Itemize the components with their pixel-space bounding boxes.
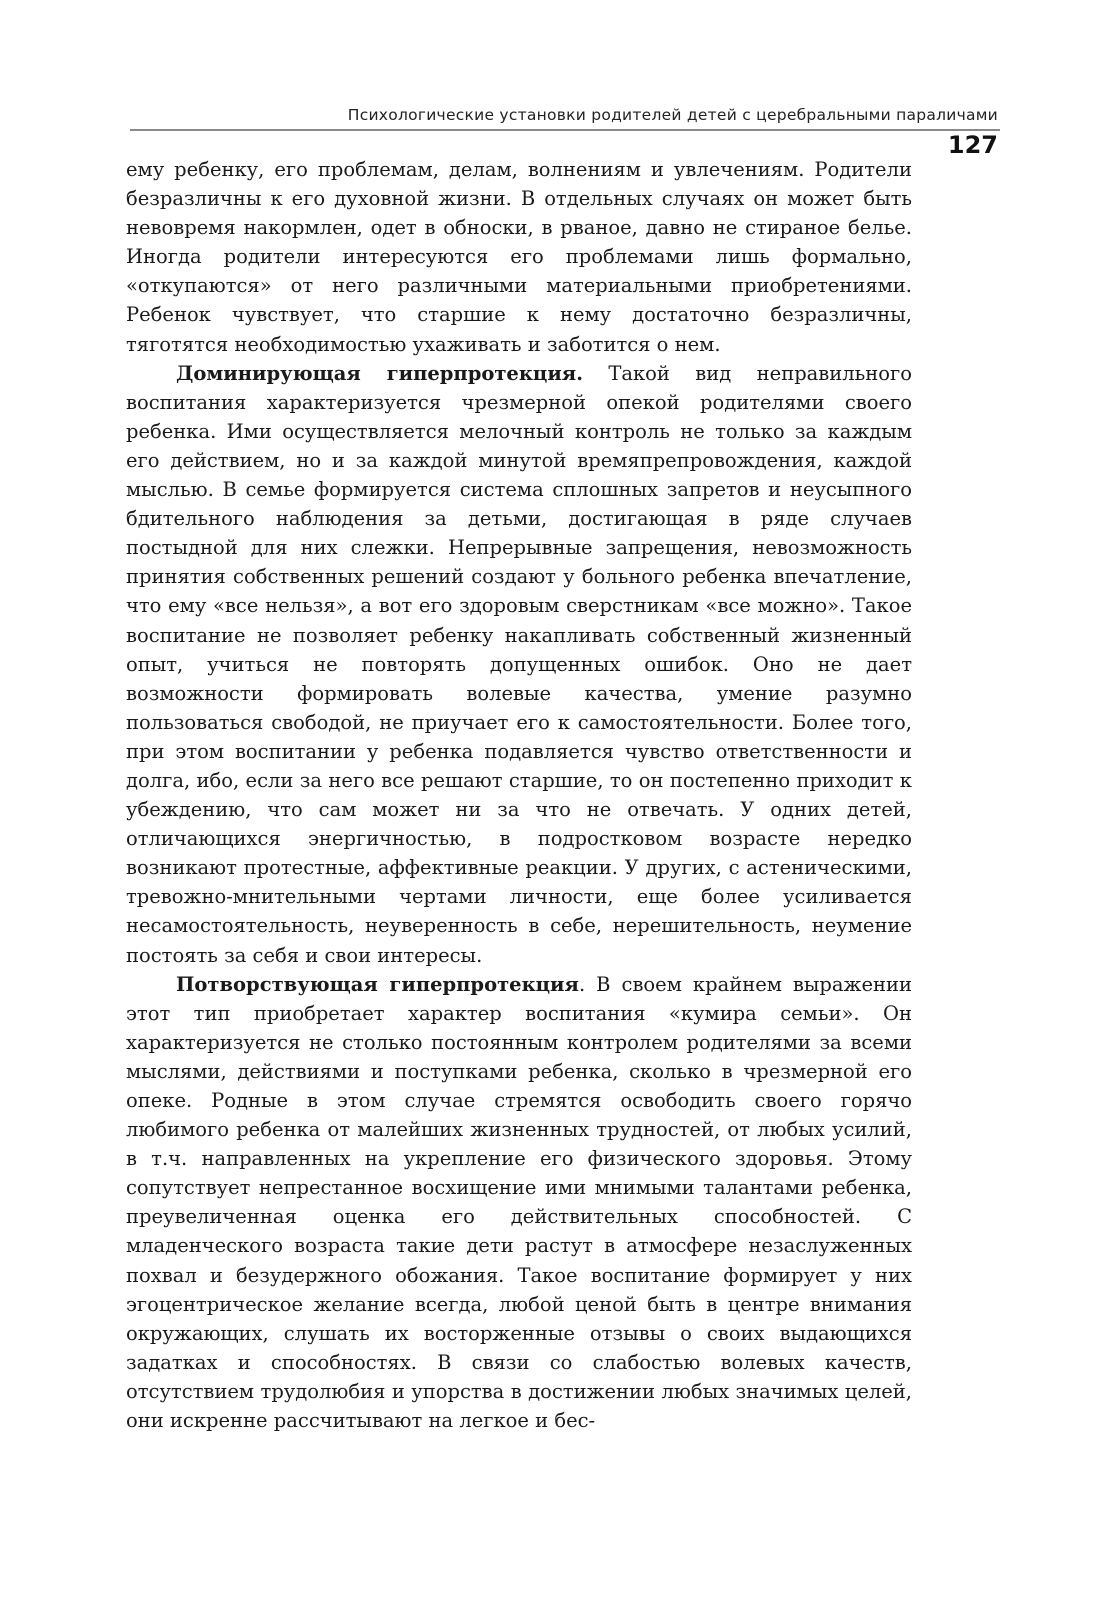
header-divider bbox=[130, 129, 1000, 131]
paragraph-text: . В своем крайнем выражении этот тип приобретает характер воспитания «кумира семьи». Он характеризуется не столько постоянным контролем родителями за всеми мыслями, действиями и поступками ребенка, сколько в чрезмерной его опеке. Родные в этом случае стремятся освободить своего горячо любимого ребенка от малейших жизненных трудностей, от любых усилий, в т.ч. направленных на укрепление его физического здоровья. Этому сопутствует непрестанное восхищение ими мнимыми талантами ребенка, преувеличенная оценка его действительных способностей. С младенческого возраста такие дети растут в атмосфере незаслуженных похвал и безудержного обожания. Такое воспитание формирует у них эгоцентрическое желание всегда, любой ценой быть в центре внимания окружающих, слушать их восторженные отзывы о своих выдающихся задатках и способностях. В связи со слабостью волевых качеств, отсутствием трудолюбия и упорства в достижении любых значимых целей, они искренне рассчитывают на легкое и бес- bbox=[126, 972, 913, 1433]
running-header-title: Психологические установки родителей детей с церебральными параличами bbox=[347, 106, 998, 124]
paragraph-text: Такой вид неправильного воспитания характеризуется чрезмерной опекой родителями своего ребенка. Ими осуществляется мелочный контроль не только за каждым его действием, но и за каждой минутой времяпрепровождения, каждой мыслью. В семье формируется система сплошных запретов и неусыпного бдительного наблюдения за детьми, достигающая в ряде случаев постыдной для них слежки. Непрерывные запрещения, невозможность принятия собственных решений создают у больного ребенка впечатление, что ему «все нельзя», а вот его здоровым сверстникам «все можно». Такое воспитание не позволяет ребенку накапливать собственный жизненный опыт, учиться не повторять допущенных ошибок. Оно не дает возможности формировать волевые качества, умение разумно пользоваться свободой, не приучает его к самостоятельности. Более того, при этом воспитании у ребенка подавляется чувство ответственности и долга, ибо, если за него все решают старшие, то он постепенно приходит к убеждению, что сам может ни за что не отвечать. У одних детей, отличающихся энергичностью, в подростковом возрасте нередко возникают протестные, аффективные реакции. У других, с астеническими, тревожно-мнительными чертами личности, еще более усиливается несамостоятельность, неуверенность в себе, нерешительность, неумение постоять за себя и свои интересы. bbox=[126, 361, 912, 967]
body-text bbox=[126, 155, 912, 1435]
paragraph-continued bbox=[126, 155, 912, 359]
paragraph-dominant-hyperprotection bbox=[126, 359, 912, 970]
paragraph-lead-term: Потворствующая гиперпротекция bbox=[176, 972, 579, 996]
paragraph-lead-term: Доминирующая гиперпротекция. bbox=[176, 361, 583, 385]
paragraph-text: ему ребенку, его проблемам, делам, волнениям и увлечениям. Родители безразличны к его духовной жизни. В отдельных случаях он может быть невовремя накормлен, одет в обноски, в рваное, давно не стираное белье. Иногда родители интересуются его проблемами лишь формально, «откупаются» от него различными материальными приобретениями. Ребенок чувствует, что старшие к нему достаточно безразличны, тяготятся необходимостью ухаживать и заботится о нем. bbox=[126, 158, 912, 356]
page-number: 127 bbox=[947, 131, 998, 159]
paragraph-indulgent-hyperprotection bbox=[126, 970, 912, 1436]
